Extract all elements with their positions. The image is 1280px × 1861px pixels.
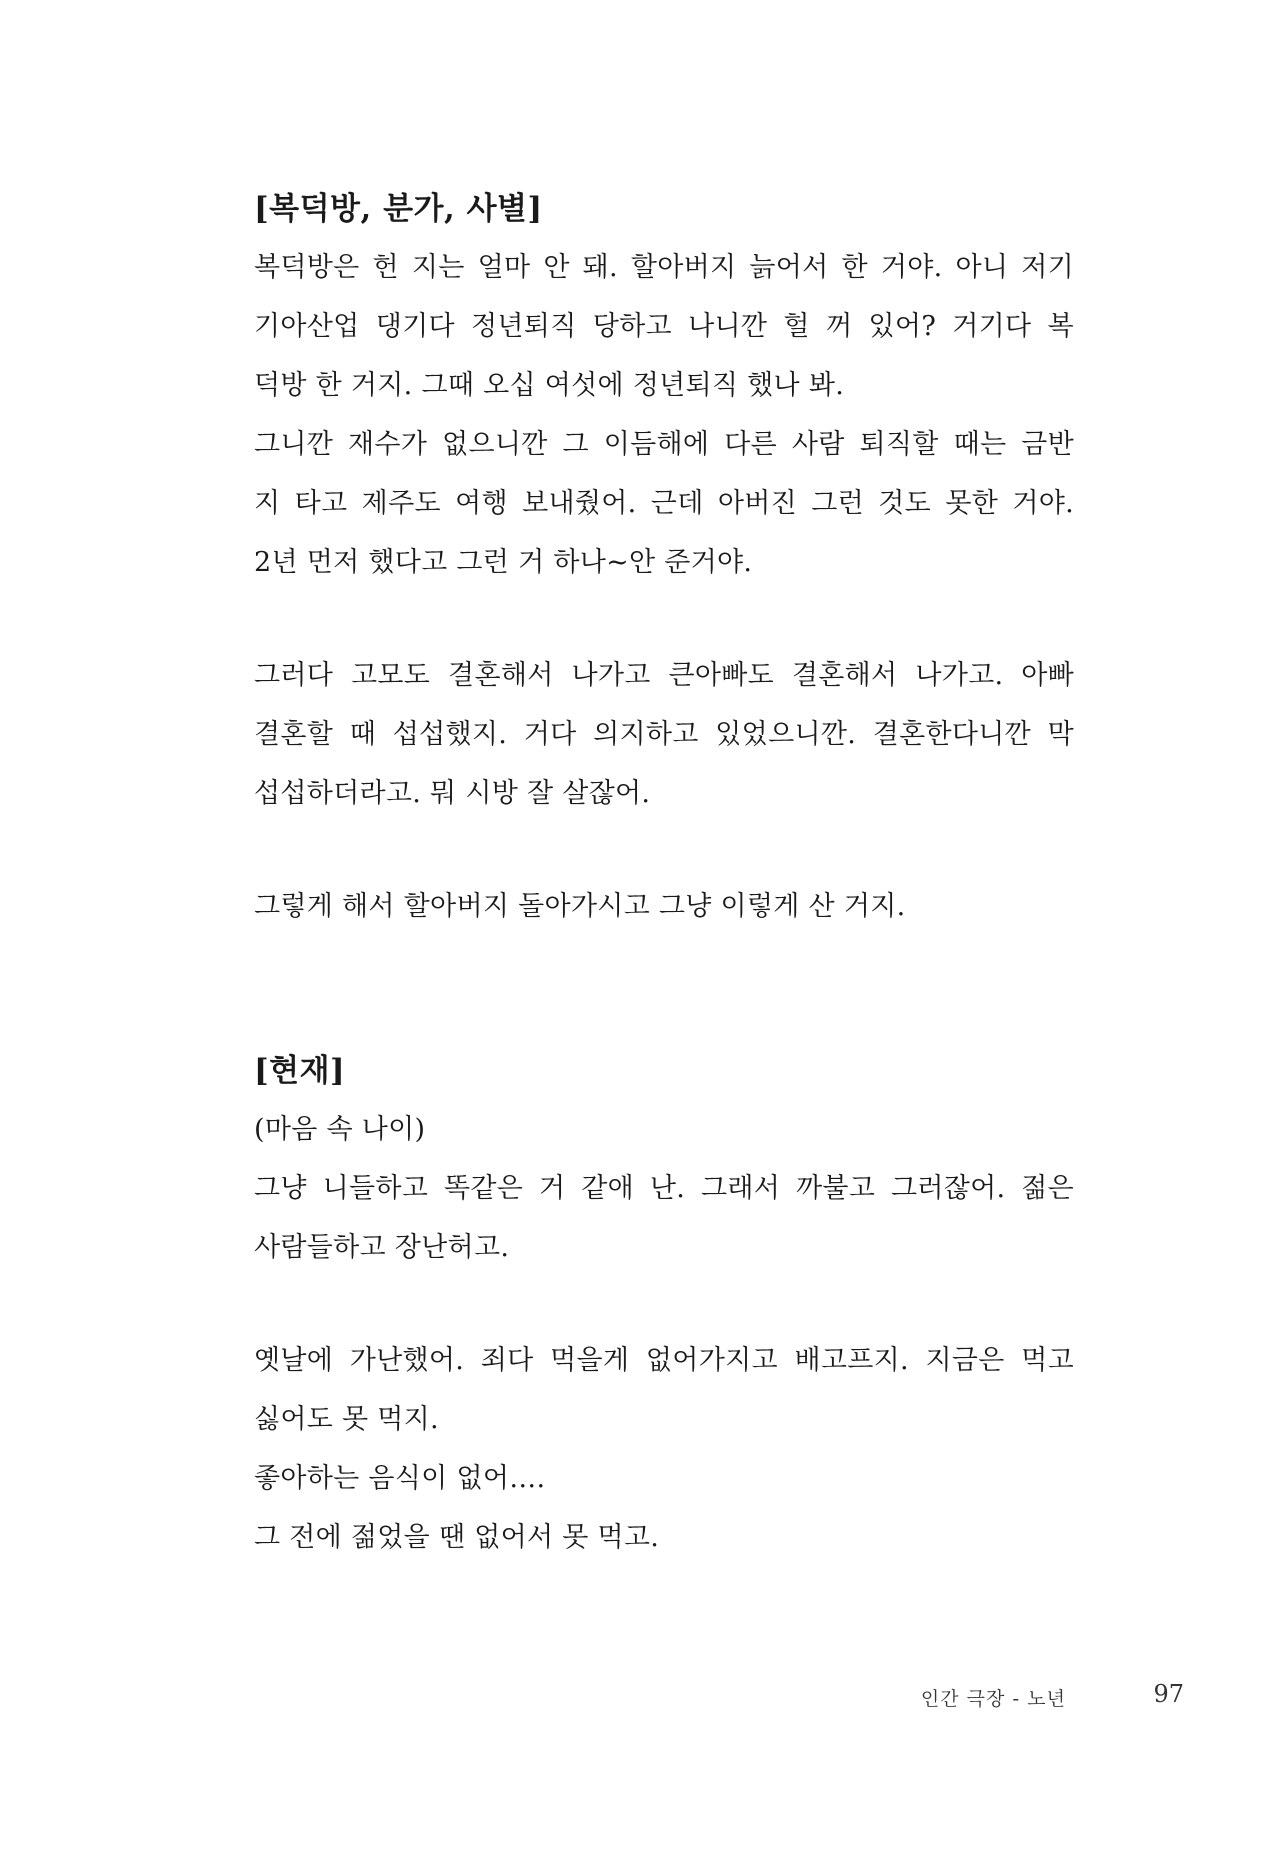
- text-line: 섭섭하더라고. 뭐 시방 잘 살잖어.: [254, 778, 651, 809]
- paragraph: [254, 1331, 1074, 1567]
- text-line: 복덕방은 헌 지는 얼마 안 돼. 할아버지 늙어서 한 거야. 아니 저기: [254, 252, 1074, 283]
- section-heading: [현재]: [254, 1053, 346, 1089]
- text-line: 옛날에 가난했어. 죄다 먹을게 없어가지고 배고프지. 지금은 먹고: [254, 1345, 1074, 1376]
- text-line: 사람들하고 장난허고.: [254, 1232, 510, 1263]
- paragraph-spacer: [254, 823, 1074, 877]
- page-content: [254, 186, 1074, 1567]
- text-line: 싫어도 못 먹지.: [254, 1404, 439, 1435]
- text-line: 결혼할 때 섭섭했지. 거다 의지하고 있었으니깐. 결혼한다니깐 막: [254, 719, 1074, 750]
- section-heading: [복덕방, 분가, 사별]: [254, 191, 543, 227]
- text-line: 지 타고 제주도 여행 보내줬어. 근데 아버진 그런 것도 못한 거야.: [254, 488, 1074, 519]
- text-line: 그냥 니들하고 똑같은 거 같애 난. 그래서 까불고 그러잖어. 젊은: [254, 1173, 1074, 1204]
- text-line: 2년 먼저 했다고 그런 거 하나~안 준거야.: [254, 547, 753, 578]
- text-line: 좋아하는 음식이 없어….: [254, 1463, 546, 1494]
- text-line: 그렇게 해서 할아버지 돌아가시고 그냥 이렇게 산 거지.: [254, 891, 906, 922]
- section-spacer: [254, 936, 1074, 1048]
- text-line: 그러다 고모도 결혼해서 나가고 큰아빠도 결혼해서 나가고. 아빠: [254, 660, 1074, 691]
- text-line: 그 전에 젊었을 땐 없어서 못 먹고.: [254, 1522, 660, 1553]
- paragraph: [254, 877, 1074, 936]
- text-line: 덕방 한 거지. 그때 오십 여섯에 정년퇴직 했나 봐.: [254, 370, 845, 401]
- paragraph-spacer: [254, 592, 1074, 646]
- text-line: (마음 속 나이): [254, 1114, 426, 1145]
- page-number: 97: [1153, 1680, 1184, 1708]
- paragraph: [254, 646, 1074, 823]
- paragraph: [254, 238, 1074, 592]
- page-footer: [0, 1680, 1280, 1720]
- text-line: 그니깐 재수가 없으니깐 그 이듬해에 다른 사람 퇴직할 때는 금반: [254, 429, 1074, 460]
- text-line: 기아산업 댕기다 정년퇴직 당하고 나니깐 헐 꺼 있어? 거기다 복: [254, 311, 1074, 342]
- running-footer-title: 인간 극장 - 노년: [920, 1688, 1066, 1710]
- paragraph: [254, 1100, 1074, 1277]
- paragraph-spacer: [254, 1277, 1074, 1331]
